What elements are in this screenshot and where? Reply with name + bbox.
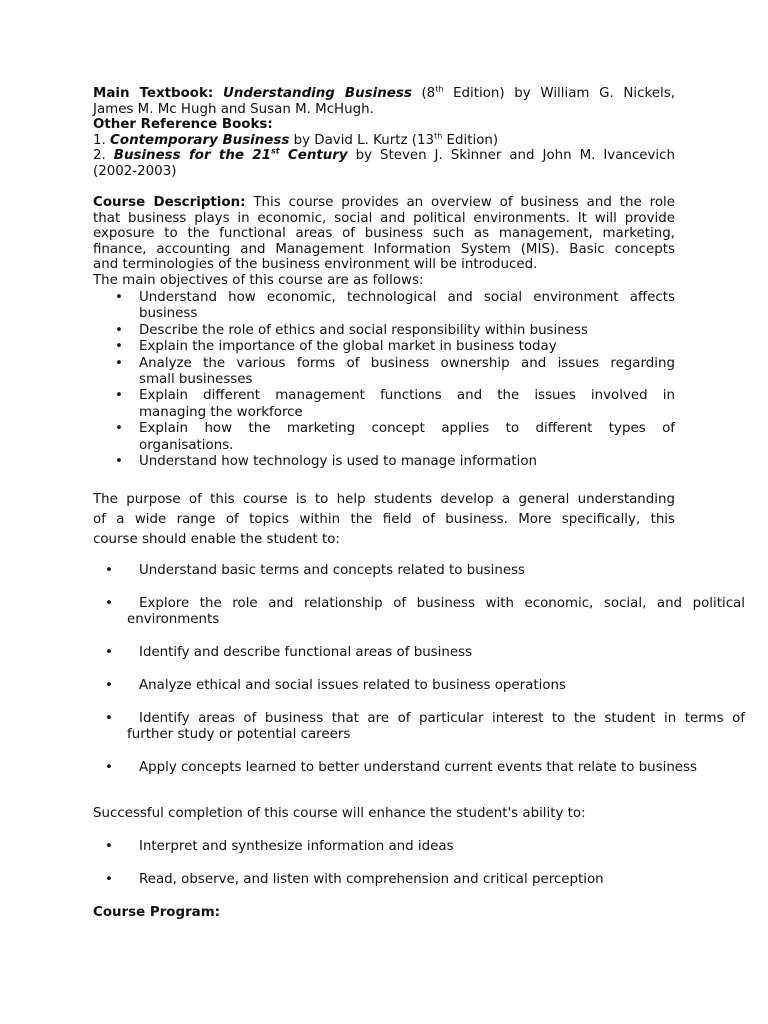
list-item: • Explain different management functions and the issues involved in managing the workforce [115,388,675,420]
list-item: • Explore the role and relationship of business with economic, social, and political environments [105,596,745,628]
course-program-heading: Course Program: [93,905,221,920]
reference-book-2: 2. Business for the 21st Century by Steven J. Skinner and John M. Ivancevich [93,146,675,164]
course-description: Course Description: This course provides an overview of business and the role that business plays in economic, social and political environments. It will provide exposure to the functional areas of business such as management, marketing, finance, accounting and Management Information System (MIS). Basic concepts and terminologies of the business environment will be introduced. The main objectives of this course are as follows: [93,195,676,288]
list-item: • Understand how technology is used to manage information [115,454,538,470]
list-item: • Explain the importance of the global market in business today [115,339,557,355]
list-item: • Interpret and synthesize information and ideas [105,839,454,854]
list-item: • Identify and describe functional areas of business [105,645,473,660]
list-item: • Apply concepts learned to better understand current events that relate to business [105,760,697,775]
purpose-paragraph: The purpose of this course is to help students develop a general understanding of a wide range of topics within the field of business. More specifically, this course should enable the student to: [93,492,675,547]
other-reference-label: Other Reference Books: [93,117,273,133]
list-item: • Read, observe, and listen with comprehension and critical perception [105,872,604,887]
list-item: • Analyze ethical and social issues related to business operations [105,678,566,693]
list-item: • Identify areas of business that are of particular interest to the student in terms of further study or potential careers [105,711,745,743]
list-item: • Understand how economic, technological and social environment affects business [115,290,675,322]
enable-list [93,711,745,744]
main-textbook-authors: James M. Mc Hugh and Susan M. McHugh. [93,101,374,117]
list-item: • Analyze the various forms of business ownership and issues regarding small businesses [115,355,675,388]
enable-list [93,596,745,629]
list-item: • Describe the role of ethics and social responsibility within business [115,322,588,338]
completion-intro: Successful completion of this course will enhance the student's ability to: [93,806,586,821]
reference-book-1: 1. Contemporary Business by David L. Kurtz (13th Edition) [93,131,499,148]
textbook-section [93,86,675,180]
reference-book-2-year: (2002-2003) [93,163,177,179]
main-textbook-label: Main Textbook: [93,86,214,101]
completion-list [93,839,745,855]
enable-list [93,563,745,579]
list-item: • Explain how the marketing concept applies to different types of organisations. [115,421,675,453]
course-description-label: Course Description: [93,195,246,210]
enable-list [93,760,745,776]
list-item: • Understand basic terms and concepts related to business [105,563,526,578]
main-textbook-line: Main Textbook: Understanding Business (8th Edition) by William G. Nickels, [93,84,675,101]
objectives-list [93,290,675,470]
enable-list [93,645,745,661]
enable-list [93,678,745,694]
objectives-intro: The main objectives of this course are as follows: [93,272,424,288]
completion-list [93,872,745,888]
main-textbook-title: Understanding Business [222,86,412,101]
